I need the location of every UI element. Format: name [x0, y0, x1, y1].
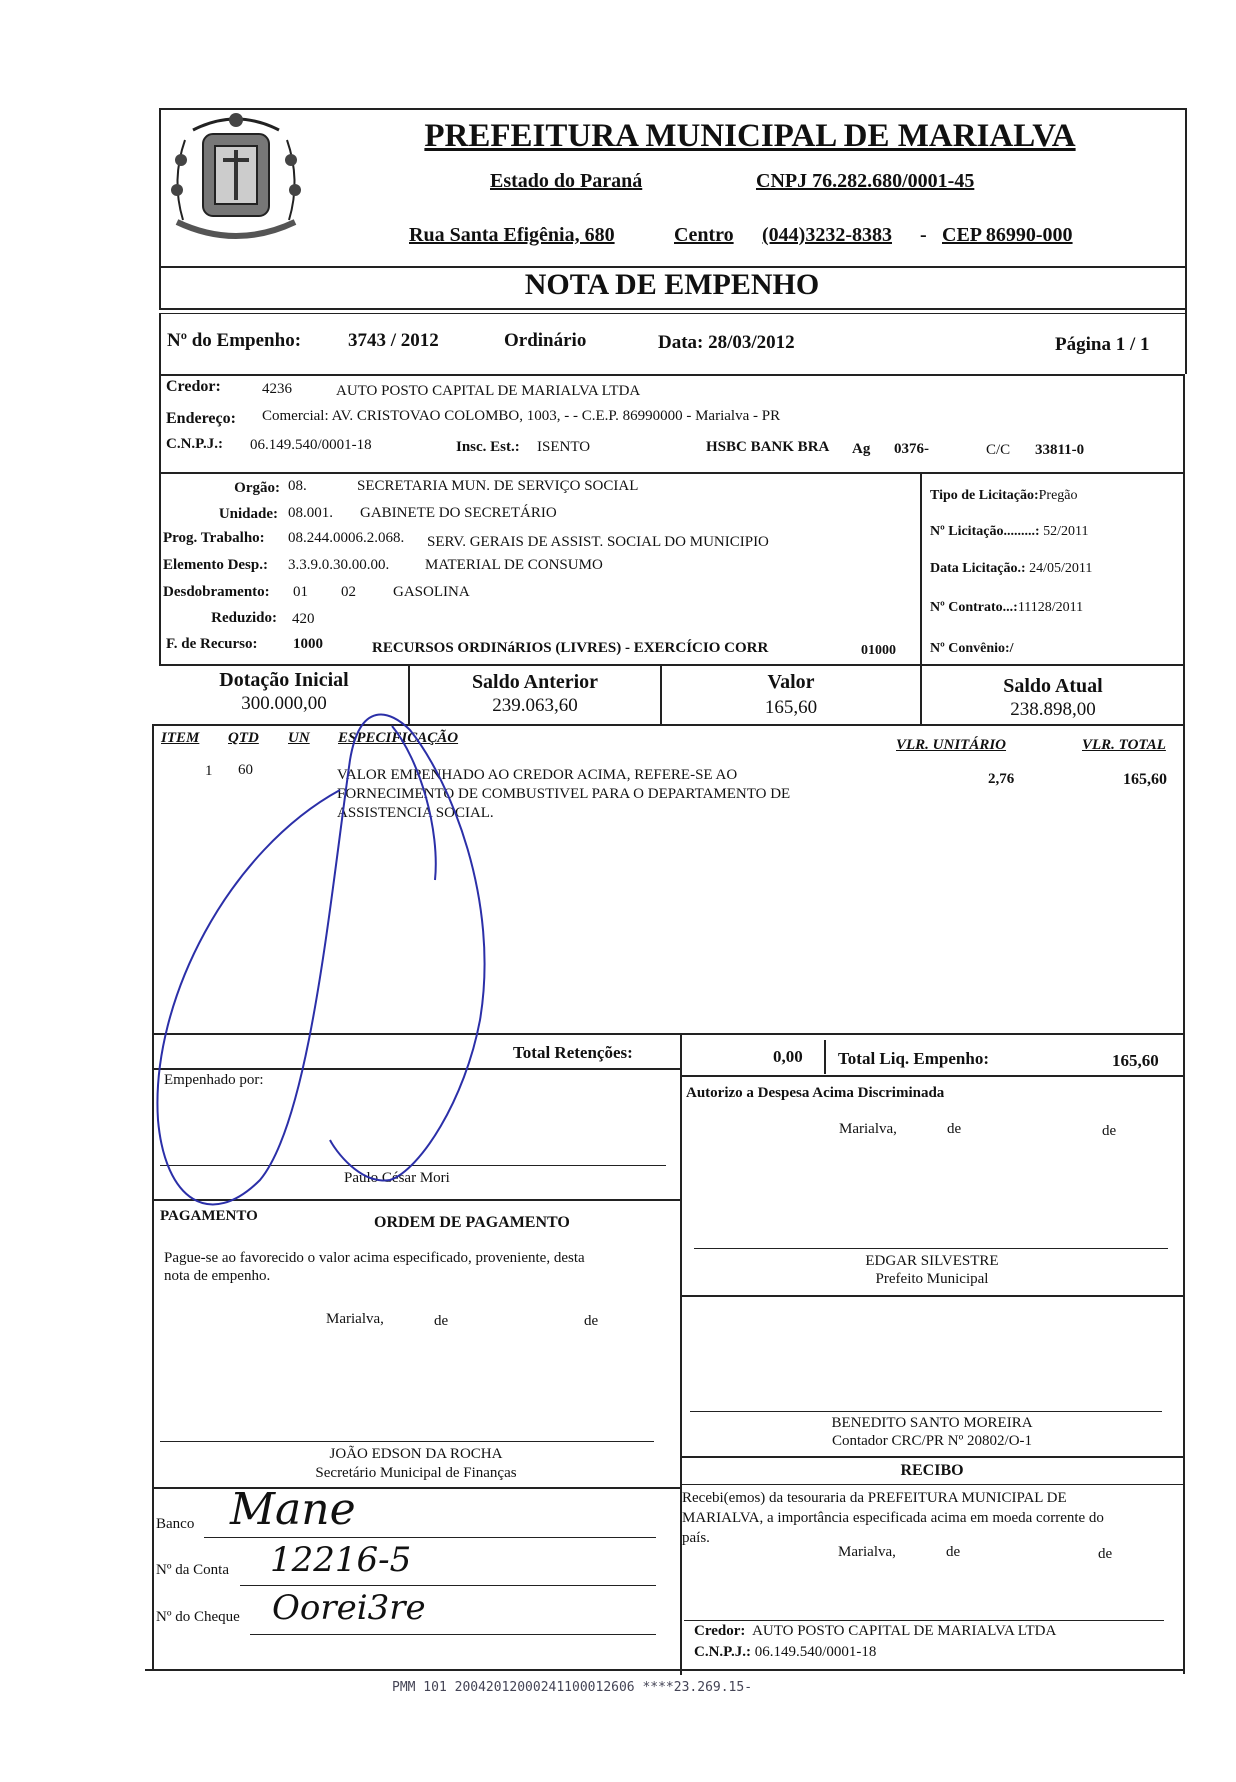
pagamento-de1: de — [434, 1313, 449, 1329]
footer-code: PMM 101 20042012000241100012606 ****23.269.15- — [392, 1680, 753, 1695]
agency-label: Ag — [852, 441, 871, 457]
recurso-label: F. de Recurso: — [166, 636, 258, 652]
address-label: Endereço: — [166, 410, 236, 427]
licitacao-date-value: 24/05/2011 — [1029, 561, 1093, 576]
item-spec-line2: FORNECIMENTO DE COMBUSTIVEL PARA O DEPARTAMENTO DE — [337, 786, 791, 802]
prog-label: Prog. Trabalho: — [163, 530, 265, 546]
prog-code: 08.244.0006.2.068. — [288, 530, 405, 546]
account-number: 33811-0 — [1035, 442, 1085, 458]
pagamento-de2: de — [584, 1313, 599, 1329]
secretary-role: Secretário Municipal de Finanças — [315, 1465, 517, 1481]
elemento-label: Elemento Desp.: — [163, 557, 268, 573]
empenho-date: Data: 28/03/2012 — [658, 332, 795, 353]
item-total-value: 165,60 — [1123, 771, 1167, 788]
ordem-pagamento-title: ORDEM DE PAGAMENTO — [374, 1214, 570, 1231]
elemento-code: 3.3.9.0.30.00.00. — [288, 557, 390, 573]
item-qtd: 60 — [238, 762, 253, 778]
unidade-name: GABINETE DO SECRETÁRIO — [360, 505, 557, 521]
conta-label: Nº da Conta — [156, 1562, 229, 1578]
elemento-name: MATERIAL DE CONSUMO — [425, 557, 603, 573]
conta-handwritten: 12216-5 — [270, 1540, 412, 1580]
recurso-number: 01000 — [861, 643, 896, 658]
recibo-credor-label: Credor: — [694, 1623, 746, 1639]
recibo-de2: de — [1098, 1546, 1113, 1562]
agency-number: 0376- — [894, 441, 929, 457]
municipality-cnpj: CNPJ 76.282.680/0001-45 — [756, 170, 975, 192]
credor-code: 4236 — [262, 381, 292, 397]
banco-handwritten: Mane — [230, 1484, 356, 1535]
licitacao-number-value: 52/2011 — [1043, 524, 1089, 539]
bank-name: HSBC BANK BRA — [706, 439, 830, 455]
dotacao-label: Dotação Inicial — [219, 669, 349, 691]
phone: (044)3232-8383 — [762, 224, 892, 246]
saldo-anterior-value: 239.063,60 — [492, 695, 578, 716]
pagamento-label: PAGAMENTO — [160, 1208, 258, 1224]
saldo-anterior-label: Saldo Anterior — [471, 671, 599, 693]
item-spec-line1: VALOR EMPENHADO AO CREDOR ACIMA, REFERE-SE AO — [337, 767, 738, 783]
contador-name: BENEDITO SANTO MOREIRA — [831, 1415, 1033, 1431]
pagamento-text-line1: Pague-se ao favorecido o valor acima especificado, proveniente, desta — [164, 1250, 585, 1266]
valor-value: 165,60 — [764, 697, 818, 718]
separator: - — [920, 224, 927, 246]
orgao-code: 08. — [288, 478, 307, 494]
recibo-cnpj-label: C.N.P.J.: — [694, 1644, 751, 1660]
column-item: ITEM — [161, 730, 200, 746]
credor-address: Comercial: AV. CRISTOVAO COLOMBO, 1003, - - C.E.P. 86990000 - Marialva - PR — [262, 408, 781, 424]
neighborhood: Centro — [674, 224, 734, 246]
empenho-number: 3743 / 2012 — [348, 330, 439, 351]
column-qtd: QTD — [228, 730, 259, 746]
recibo-text-line1: Recebi(emos) da tesouraria da PREFEITURA MUNICIPAL DE — [682, 1490, 1067, 1506]
credor-cnpj: 06.149.540/0001-18 — [250, 437, 372, 453]
reduzido-label: Reduzido: — [211, 610, 277, 626]
recibo-text-line2: MARIALVA, a importância especificada acima em moeda corrente do — [682, 1510, 1104, 1526]
pagamento-text-line2: nota de empenho. — [164, 1268, 271, 1284]
street-address: Rua Santa Efigênia, 680 — [409, 224, 615, 246]
empenho-type: Ordinário — [504, 330, 587, 351]
convenio-label: Nº Convênio:/ — [930, 641, 1014, 656]
licitacao-number-label: Nº Licitação.........: — [930, 524, 1040, 539]
cnpj-label: C.N.P.J.: — [166, 436, 223, 452]
banco-label: Banco — [156, 1516, 195, 1532]
secretary-name: JOÃO EDSON DA ROCHA — [329, 1446, 503, 1462]
desdobramento-name: GASOLINA — [393, 584, 470, 600]
mayor-name: EDGAR SILVESTRE — [865, 1253, 999, 1269]
municipality-title: PREFEITURA MUNICIPAL DE MARIALVA — [424, 118, 1076, 154]
recurso-code: 1000 — [293, 636, 323, 652]
recibo-de1: de — [946, 1544, 961, 1560]
insc-label: Insc. Est.: — [456, 439, 520, 455]
licitacao-date-label: Data Licitação.: — [930, 561, 1026, 576]
page-number: Página 1 / 1 — [1055, 334, 1150, 355]
prog-name: SERV. GERAIS DE ASSIST. SOCIAL DO MUNICIPIO — [427, 534, 769, 550]
pagamento-city: Marialva, — [326, 1311, 384, 1327]
recibo-city: Marialva, — [838, 1544, 896, 1560]
contador-role: Contador CRC/PR Nº 20802/O-1 — [831, 1433, 1033, 1449]
account-label: C/C — [986, 442, 1011, 458]
mayor-role: Prefeito Municipal — [875, 1271, 989, 1287]
recibo-credor-name: AUTO POSTO CAPITAL DE MARIALVA LTDA — [752, 1623, 1057, 1639]
liquido-value: 165,60 — [1112, 1051, 1159, 1070]
autorizo-label: Autorizo a Despesa Acima Discriminada — [686, 1085, 945, 1101]
orgao-name: SECRETARIA MUN. DE SERVIÇO SOCIAL — [357, 478, 639, 494]
empenhado-por-label: Empenhado por: — [164, 1072, 264, 1088]
cep: CEP 86990-000 — [942, 224, 1073, 246]
unidade-code: 08.001. — [288, 505, 333, 521]
column-un: UN — [288, 730, 310, 746]
column-vlr-unitario: VLR. UNITÁRIO — [896, 737, 1007, 753]
reduzido-value: 420 — [292, 611, 315, 627]
state-name: Estado do Paraná — [490, 170, 643, 192]
liquido-label: Total Liq. Empenho: — [838, 1049, 989, 1068]
item-number: 1 — [205, 763, 213, 779]
desdobramento-label: Desdobramento: — [163, 584, 270, 600]
contrato-value: 11128/2011 — [1017, 600, 1084, 615]
autorizo-de2: de — [1102, 1123, 1117, 1139]
column-especificacao: ESPECIFICAÇÃO — [338, 730, 459, 746]
autorizo-city: Marialva, — [839, 1121, 897, 1137]
recibo-title: RECIBO — [900, 1462, 964, 1479]
saldo-atual-label: Saldo Atual — [1003, 675, 1103, 697]
autorizo-de1: de — [947, 1121, 962, 1137]
recibo-text-line3: país. — [682, 1530, 710, 1546]
unidade-label: Unidade: — [218, 506, 278, 522]
recurso-name: RECURSOS ORDINáRIOS (LIVRES) - EXERCÍCIO CORR — [372, 640, 769, 656]
valor-label: Valor — [767, 671, 815, 693]
insc-value: ISENTO — [537, 439, 591, 455]
credor-label: Credor: — [166, 378, 221, 395]
credor-name: AUTO POSTO CAPITAL DE MARIALVA LTDA — [336, 383, 641, 399]
dotacao-value: 300.000,00 — [241, 693, 327, 714]
document-title: NOTA DE EMPENHO — [524, 268, 820, 301]
saldo-atual-value: 238.898,00 — [1010, 699, 1096, 720]
desdobramento-b: 02 — [341, 584, 356, 600]
item-spec-line3: ASSISTENCIA SOCIAL. — [337, 805, 494, 821]
retencoes-label: Total Retenções: — [513, 1043, 633, 1062]
retencoes-value: 0,00 — [773, 1047, 803, 1066]
recibo-cnpj-value: 06.149.540/0001-18 — [754, 1644, 877, 1660]
contrato-label: Nº Contrato...: — [930, 600, 1018, 615]
licitacao-type-label: Tipo de Licitação: — [930, 488, 1039, 503]
licitacao-type-value: Pregão — [1038, 488, 1078, 503]
item-unit-value: 2,76 — [988, 771, 1015, 787]
cheque-handwritten: Oorei3re — [272, 1588, 426, 1628]
desdobramento-a: 01 — [293, 584, 308, 600]
empenho-number-label: Nº do Empenho: — [167, 330, 302, 351]
empenhado-por-name: Paulo César Mori — [344, 1170, 450, 1186]
column-vlr-total: VLR. TOTAL — [1082, 737, 1166, 753]
cheque-label: Nº do Cheque — [156, 1609, 240, 1625]
orgao-label: Orgão: — [234, 480, 280, 496]
